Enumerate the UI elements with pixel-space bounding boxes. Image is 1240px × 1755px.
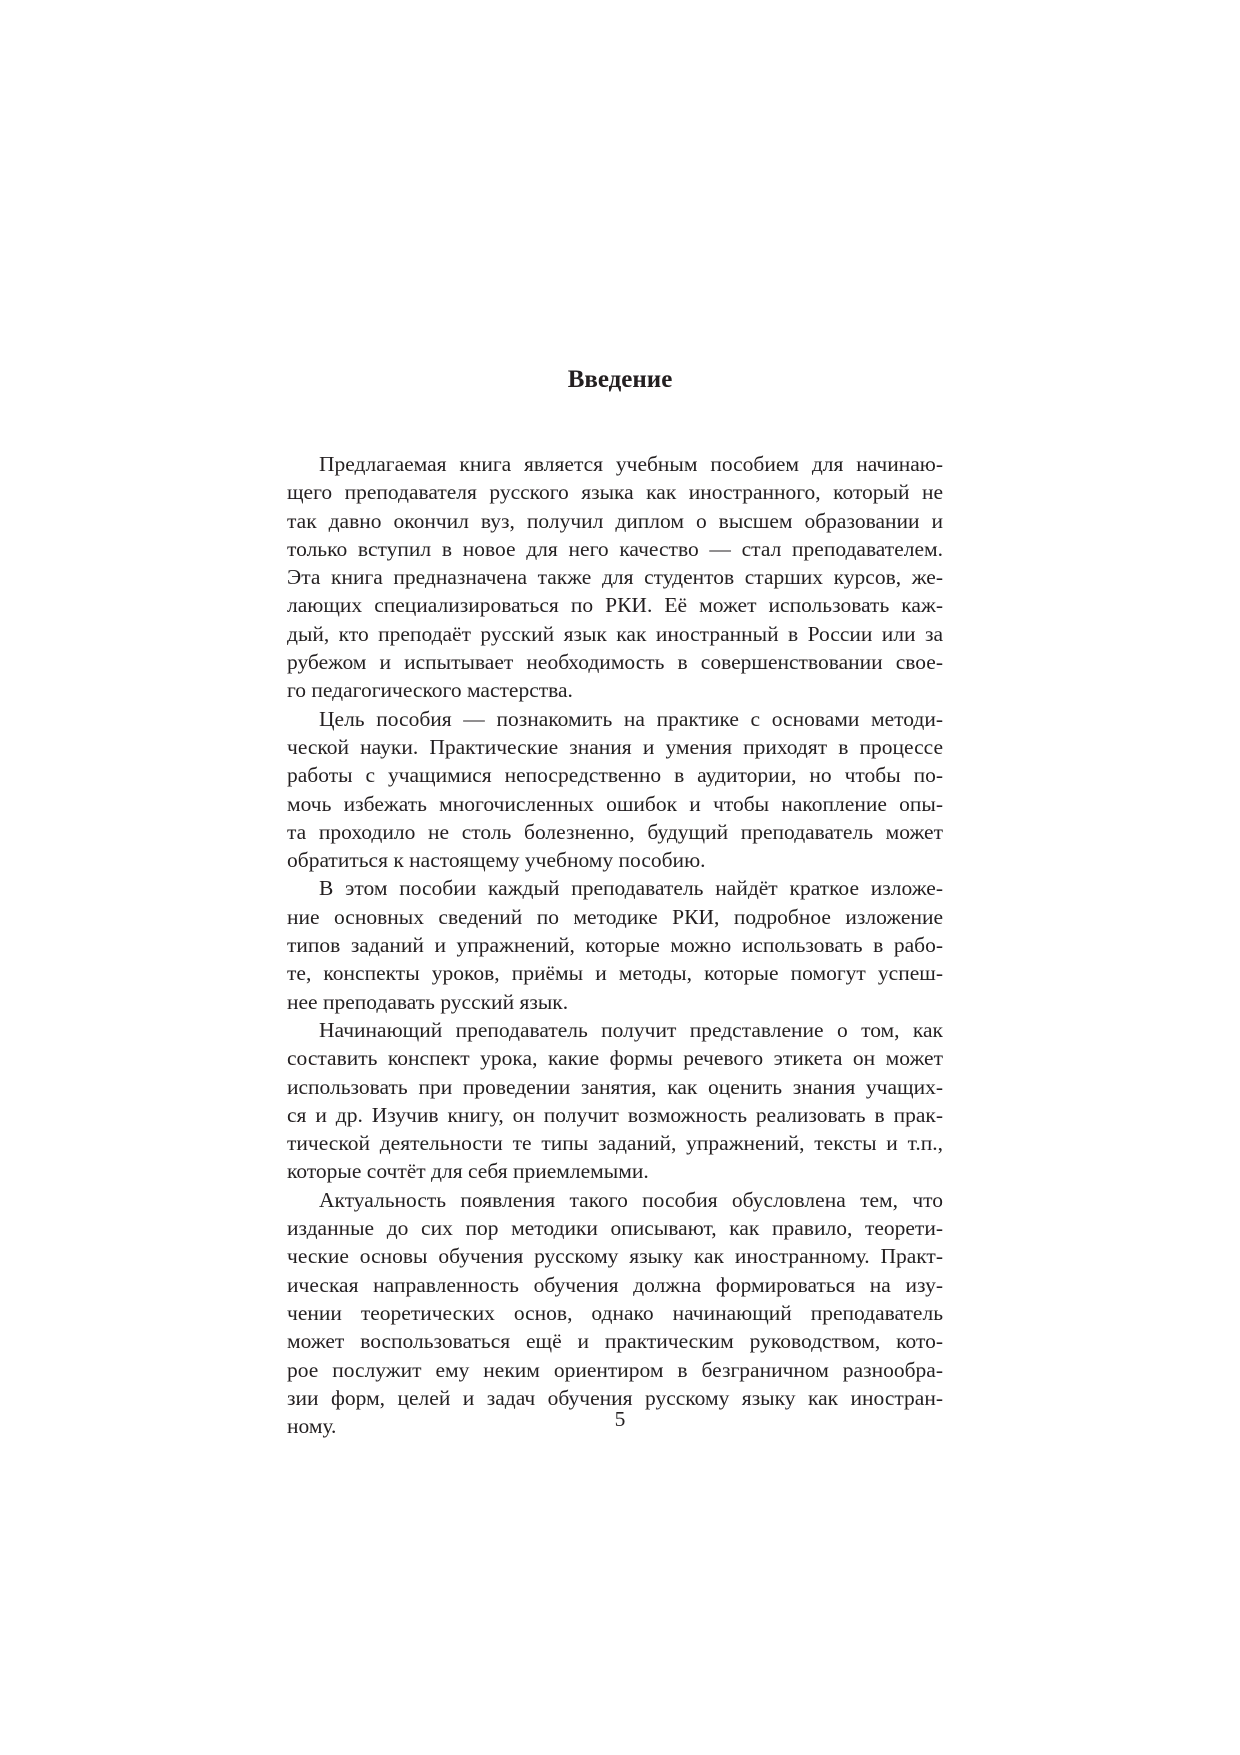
text-line: щего преподавателя русского языка как иностранного, который не xyxy=(287,480,943,505)
page-title: Введение xyxy=(567,366,673,393)
text-line: ческой науки. Практические знания и умения приходят в процессе xyxy=(287,734,943,759)
text-line: ся и др. Изучив книгу, он получит возможность реализовать в прак- xyxy=(287,1102,943,1127)
text-line: чении теоретических основ, однако начинающий преподаватель xyxy=(287,1300,943,1325)
paragraph-3 xyxy=(287,874,943,1015)
text-line: ическая направленность обучения должна формироваться на изу- xyxy=(287,1272,943,1297)
text-line: рубежом и испытывает необходимость в совершенствовании свое- xyxy=(287,650,943,675)
text-line: обратиться к настоящему учебному пособию. xyxy=(287,848,706,873)
text-line: которые сочтёт для себя приемлемыми. xyxy=(287,1159,649,1184)
text-line: В этом пособии каждый преподаватель найдёт краткое изложе- xyxy=(319,876,943,901)
text-line: ние основных сведений по методике РКИ, подробное изложение xyxy=(287,904,943,929)
text-line: ному. xyxy=(287,1414,337,1439)
paragraph-2 xyxy=(287,705,943,875)
text-line: те, конспекты уроков, приёмы и методы, которые помогут успеш- xyxy=(287,961,943,986)
text-line: Цель пособия — познакомить на практике с основами методи- xyxy=(319,706,943,731)
text-line: работы с учащимися непосредственно в аудитории, но чтобы по- xyxy=(287,763,943,788)
paragraph-5 xyxy=(287,1186,943,1441)
text-line: го педагогического мастерства. xyxy=(287,678,573,703)
text-line: тической деятельности те типы заданий, упражнений, тексты и т.п., xyxy=(287,1131,943,1156)
text-line: Эта книга предназначена также для студентов старших курсов, же- xyxy=(287,565,943,590)
text-line: Актуальность появления такого пособия обусловлена тем, что xyxy=(319,1187,943,1212)
text-line: ческие основы обучения русскому языку как иностранному. Практ- xyxy=(287,1244,943,1269)
text-line: составить конспект урока, какие формы речевого этикета он может xyxy=(287,1046,943,1071)
text-line: лающих специализироваться по РКИ. Её может использовать каж- xyxy=(287,593,943,618)
text-line: дый, кто преподаёт русский язык как иностранный в России или за xyxy=(287,621,943,646)
text-line: нее преподавать русский язык. xyxy=(287,989,569,1014)
text-line: изданные до сих пор методики описывают, как правило, теорети- xyxy=(287,1216,943,1241)
text-line: рое послужит ему неким ориентиром в безграничном разнообра- xyxy=(287,1357,943,1382)
paragraph-4 xyxy=(287,1016,943,1186)
text-line: мочь избежать многочисленных ошибок и чтобы накопление опы- xyxy=(287,791,943,816)
text-line: так давно окончил вуз, получил диплом о высшем образовании и xyxy=(287,508,943,533)
text-line: зии форм, целей и задач обучения русскому языку как иностран- xyxy=(287,1385,943,1410)
page-number: 5 xyxy=(614,1407,626,1431)
text-line: та проходило не столь болезненно, будущий преподаватель может xyxy=(287,819,943,844)
paragraph-1 xyxy=(287,450,943,705)
text-line: только вступил в новое для него качество — стал преподавателем. xyxy=(287,536,943,561)
text-line: Начинающий преподаватель получит представление о том, как xyxy=(319,1017,943,1042)
text-line: Предлагаемая книга является учебным пособием для начинаю- xyxy=(319,452,943,476)
text-line: типов заданий и упражнений, которые можно использовать в рабо- xyxy=(287,933,943,958)
body-text xyxy=(287,450,943,1440)
text-line: использовать при проведении занятия, как оценить знания учащих- xyxy=(287,1074,943,1099)
text-line: может воспользоваться ещё и практическим руководством, кото- xyxy=(287,1329,943,1354)
